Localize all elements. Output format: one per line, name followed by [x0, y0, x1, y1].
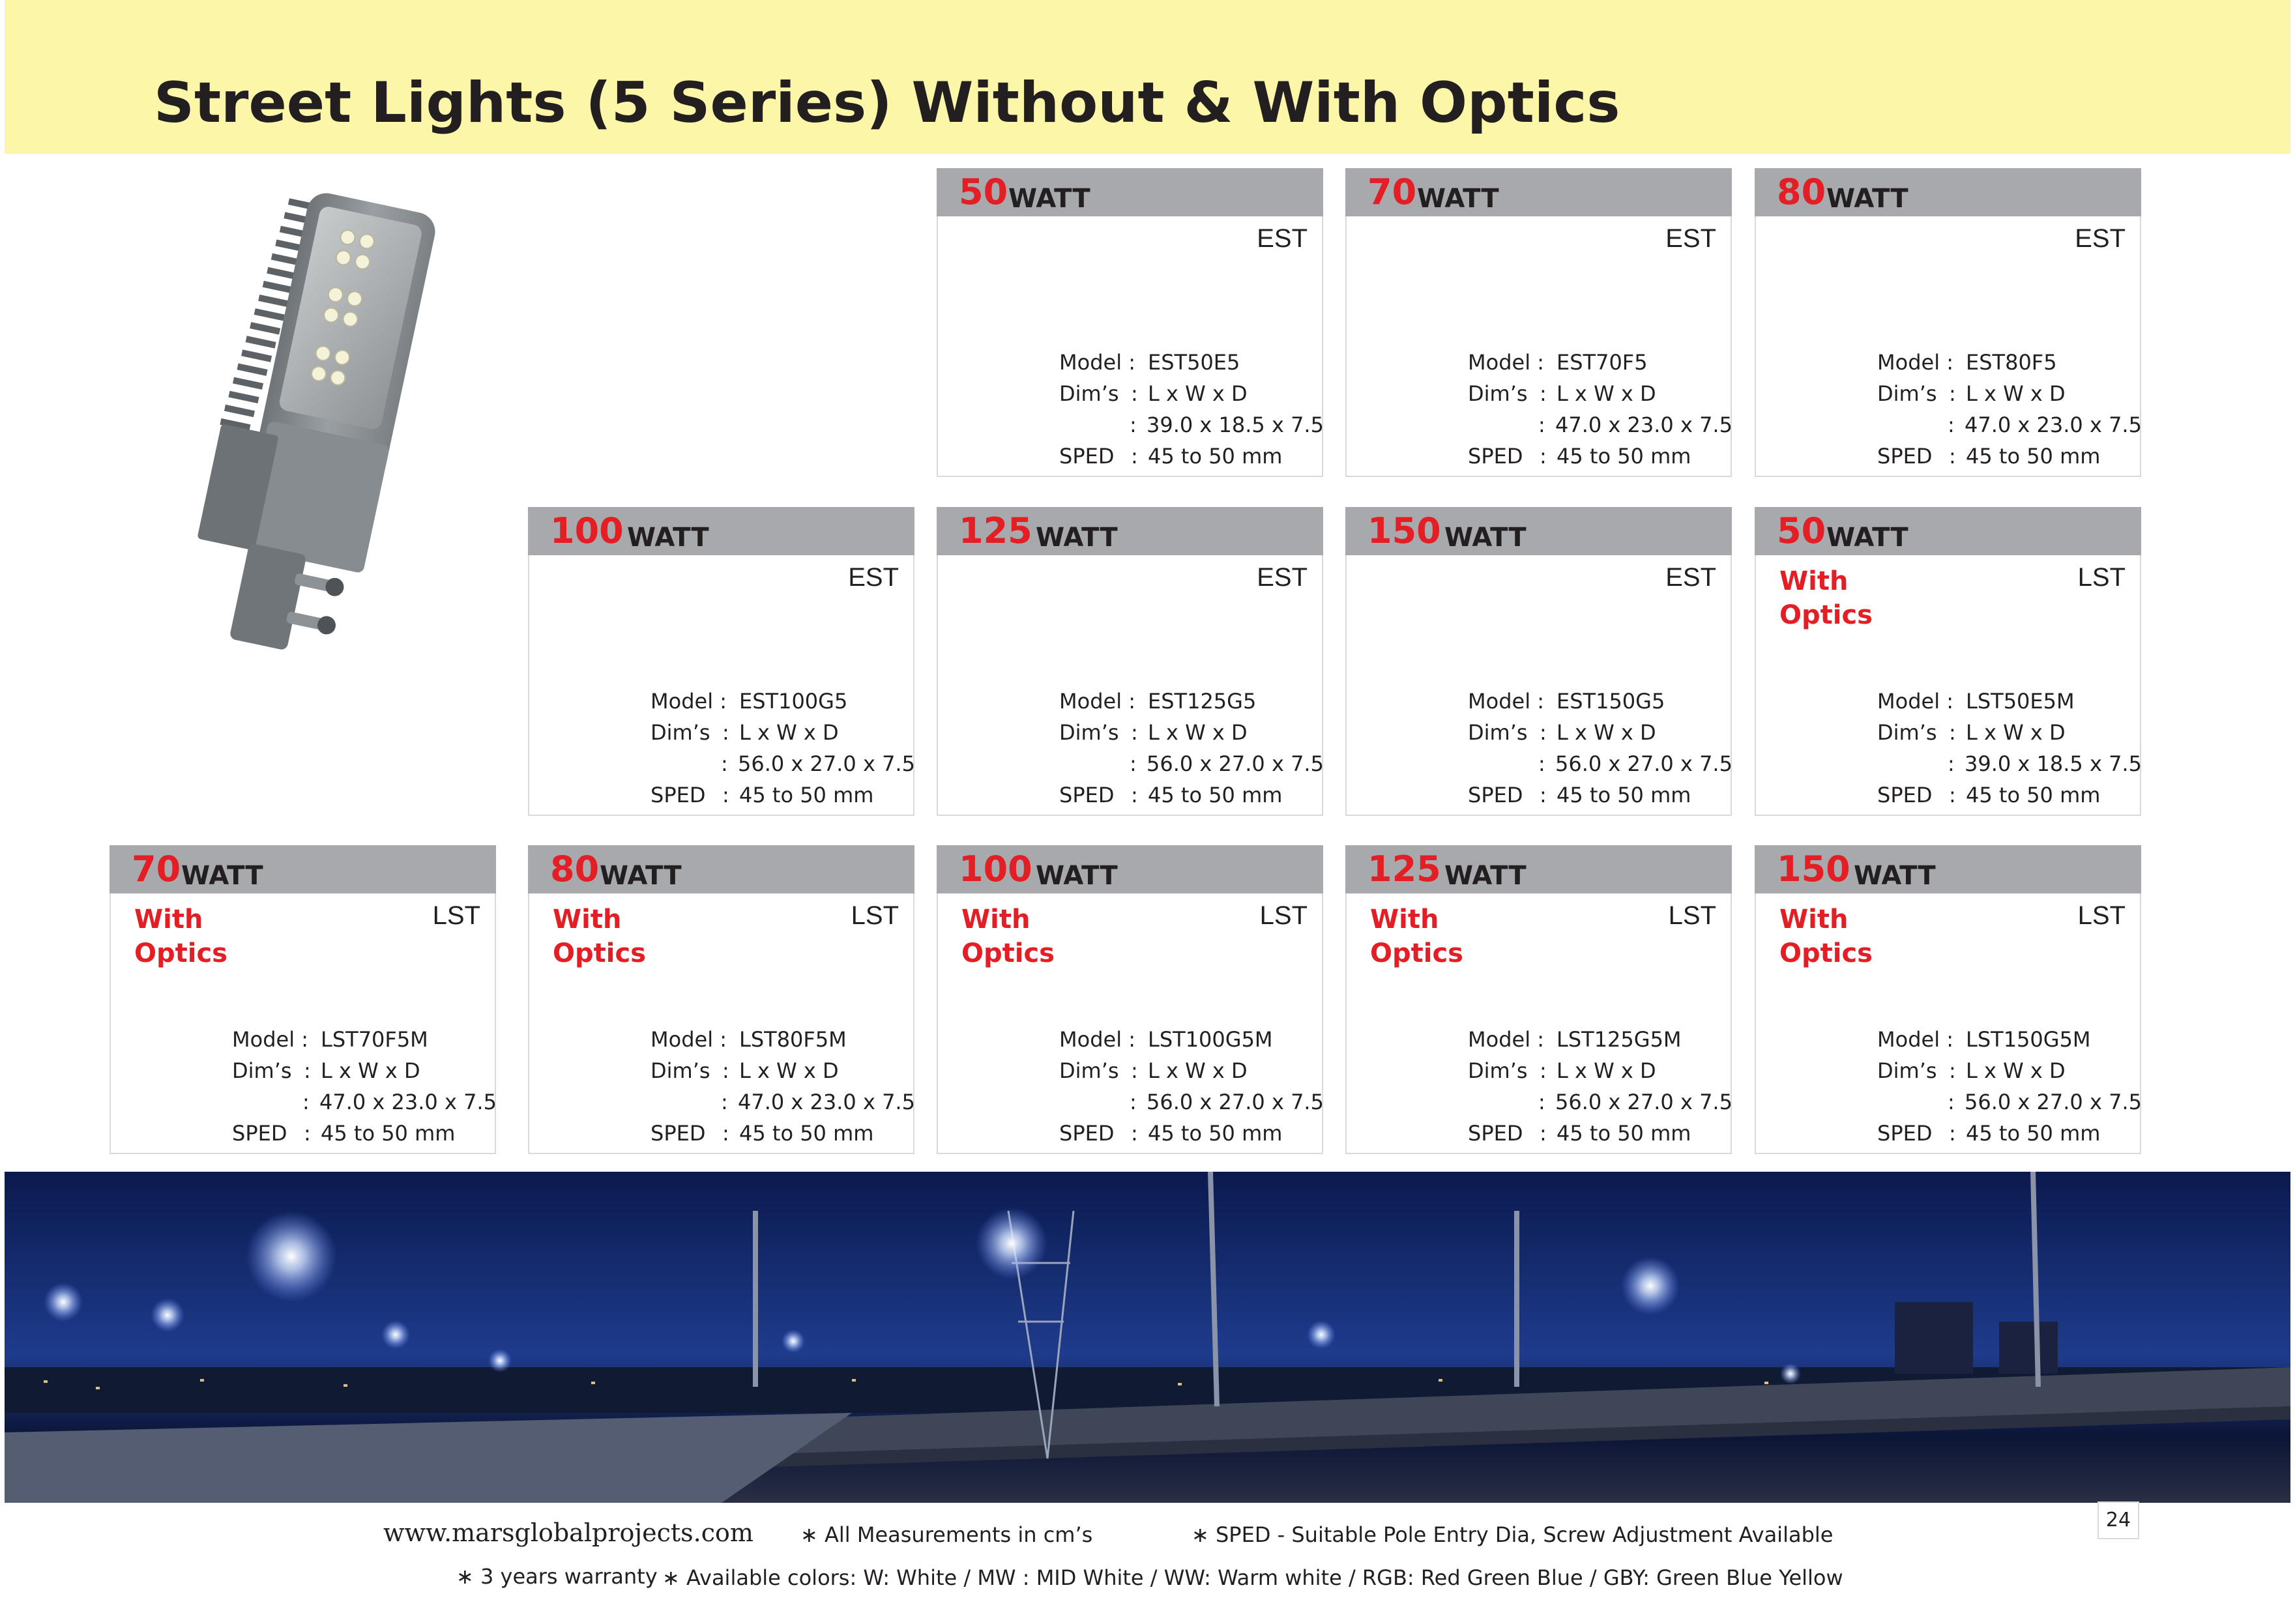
- spec-label-dims: Dim’s: [1468, 720, 1528, 745]
- spec-label-sped: SPED: [650, 783, 706, 807]
- spec-label-model: Model :: [232, 1027, 309, 1052]
- card-header: [1755, 845, 2141, 893]
- spec-row-model: [1468, 1024, 1729, 1055]
- card-header: [1345, 845, 1732, 893]
- with-optics-label: [1370, 903, 1463, 970]
- optics-line-2: Optics: [134, 938, 227, 968]
- wattage-unit: WATT: [1036, 523, 1118, 553]
- with-optics-label: [1779, 564, 1873, 632]
- spec-label-model: Model :: [1059, 350, 1136, 375]
- dims-format: L x W x D: [739, 1058, 839, 1083]
- series-code: EST: [1665, 563, 1716, 592]
- spec-label-model: Model :: [1468, 350, 1545, 375]
- dims-format: L x W x D: [1557, 381, 1656, 406]
- dims-format: L x W x D: [1557, 1058, 1656, 1083]
- wattage-unit: WATT: [1444, 523, 1527, 553]
- spec-label-sped: SPED: [1877, 1121, 1933, 1146]
- model-value: EST70F5: [1557, 350, 1648, 375]
- spec-list: [1059, 686, 1324, 811]
- spec-row-dims-value: [232, 1086, 497, 1118]
- spec-row-dims-value: [1468, 748, 1732, 779]
- product-card: [937, 845, 1323, 1154]
- spec-row-dims: [1877, 1055, 2138, 1086]
- sped-value: 45 to 50 mm: [739, 1121, 874, 1146]
- spec-row-model: [650, 1024, 911, 1055]
- spec-list: [1059, 1024, 1324, 1149]
- spec-colon: :: [304, 1058, 311, 1083]
- spec-row-sped: [1059, 441, 1320, 472]
- spec-colon: :: [1949, 720, 1956, 745]
- wattage-unit: WATT: [1036, 861, 1118, 891]
- card-header: [110, 845, 496, 893]
- with-optics-label: [1779, 903, 1873, 970]
- spec-colon: :: [722, 720, 729, 745]
- card-header: [937, 168, 1323, 216]
- dims-value: 56.0 x 27.0 x 7.5: [1147, 751, 1324, 776]
- dims-format: L x W x D: [1966, 720, 2066, 745]
- series-code: EST: [848, 563, 899, 592]
- optics-line-2: Optics: [1779, 600, 1873, 630]
- spec-colon: :: [722, 1058, 729, 1083]
- dims-value: 47.0 x 23.0 x 7.5: [1555, 413, 1732, 437]
- wattage-value: 80: [1777, 171, 1826, 212]
- spec-row-dims-value: [1877, 409, 2142, 441]
- spec-colon: :: [722, 1121, 729, 1146]
- wattage-value: 50: [959, 171, 1008, 212]
- optics-line-1: With: [1779, 566, 1849, 596]
- spec-row-dims: [1877, 378, 2138, 409]
- wattage-value: 125: [959, 510, 1032, 551]
- card-header: [1755, 168, 2141, 216]
- product-card: [528, 507, 914, 816]
- spec-label-sped: SPED: [1468, 783, 1523, 807]
- spec-row-model: [1468, 347, 1729, 378]
- warranty-note: ∗ 3 years warranty: [456, 1564, 658, 1589]
- spec-row-dims: [1468, 378, 1729, 409]
- website-url[interactable]: www.marsglobalprojects.com: [383, 1518, 753, 1547]
- page-number: 24: [2098, 1501, 2139, 1539]
- spec-row-dims-value: [650, 1086, 915, 1118]
- spec-row-dims: [1059, 378, 1320, 409]
- dims-value: 56.0 x 27.0 x 7.5: [1147, 1090, 1324, 1114]
- optics-line-1: With: [134, 905, 203, 935]
- spec-colon: :: [722, 783, 729, 807]
- dims-format: L x W x D: [739, 720, 839, 745]
- spec-label-dims: Dim’s: [232, 1058, 292, 1083]
- sped-value: 45 to 50 mm: [1148, 444, 1283, 469]
- model-value: EST80F5: [1966, 350, 2057, 375]
- spec-row-dims: [1468, 1055, 1729, 1086]
- with-optics-label: [553, 903, 646, 970]
- spec-label-dims: Dim’s: [1059, 1058, 1119, 1083]
- colors-note: ∗ Available colors: W: White / MW : MID White / WW: Warm white / RGB: Red Green Blue / GBY: Green Blue Yellow: [662, 1565, 1843, 1590]
- series-code: LST: [851, 901, 899, 930]
- model-value: EST50E5: [1148, 350, 1240, 375]
- spec-colon: :: [1540, 720, 1547, 745]
- product-card: [937, 168, 1323, 477]
- spec-colon: :: [304, 1121, 311, 1146]
- spec-row-sped: [1468, 1118, 1729, 1149]
- spec-label-sped: SPED: [1059, 783, 1115, 807]
- spec-colon: :: [721, 1090, 728, 1114]
- model-value: EST150G5: [1557, 689, 1665, 714]
- spec-colon: :: [1949, 444, 1956, 469]
- spec-label-sped: SPED: [1468, 1121, 1523, 1146]
- with-optics-label: [961, 903, 1055, 970]
- spec-colon: :: [1948, 1090, 1955, 1114]
- spec-list: [1468, 1024, 1732, 1149]
- spec-row-model: [1877, 1024, 2138, 1055]
- product-card: [1755, 507, 2141, 816]
- series-code: LST: [432, 901, 480, 930]
- spec-colon: :: [1131, 1058, 1138, 1083]
- wattage-value: 125: [1367, 848, 1441, 890]
- spec-row-sped: [1059, 779, 1320, 811]
- spec-row-sped: [232, 1118, 493, 1149]
- card-header: [937, 507, 1323, 555]
- wattage-value: 70: [1367, 171, 1417, 212]
- product-card: [1755, 845, 2141, 1154]
- spec-colon: :: [1540, 1058, 1547, 1083]
- wattage-unit: WATT: [1417, 184, 1499, 214]
- spec-label-model: Model :: [1877, 1027, 1954, 1052]
- card-header: [1345, 168, 1732, 216]
- wattage-value: 100: [959, 848, 1032, 890]
- product-card: [1345, 168, 1732, 477]
- spec-list: [650, 1024, 915, 1149]
- spec-colon: :: [1540, 381, 1547, 406]
- wattage-unit: WATT: [1854, 861, 1936, 891]
- spec-row-model: [232, 1024, 493, 1055]
- sped-value: 45 to 50 mm: [1557, 783, 1691, 807]
- dims-value: 39.0 x 18.5 x 7.5: [1147, 413, 1324, 437]
- spec-label-sped: SPED: [650, 1121, 706, 1146]
- spec-label-dims: Dim’s: [1059, 720, 1119, 745]
- wattage-value: 150: [1777, 848, 1850, 890]
- series-code: EST: [2075, 224, 2126, 253]
- sped-value: 45 to 50 mm: [1966, 783, 2101, 807]
- product-card: [1755, 168, 2141, 477]
- model-value: EST100G5: [739, 689, 848, 714]
- spec-label-model: Model :: [650, 1027, 727, 1052]
- dims-format: L x W x D: [1557, 720, 1656, 745]
- wattage-unit: WATT: [600, 861, 682, 891]
- card-header: [528, 845, 914, 893]
- spec-list: [650, 686, 915, 811]
- sped-value: 45 to 50 mm: [1148, 783, 1283, 807]
- dims-format: L x W x D: [1966, 1058, 2066, 1083]
- spec-label-sped: SPED: [1877, 444, 1933, 469]
- series-code: LST: [2077, 563, 2126, 592]
- spec-colon: :: [302, 1090, 310, 1114]
- card-header: [1755, 507, 2141, 555]
- spec-colon: :: [1131, 783, 1138, 807]
- optics-line-2: Optics: [1779, 938, 1873, 968]
- spec-row-model: [1877, 686, 2138, 717]
- dims-value: 56.0 x 27.0 x 7.5: [1555, 1090, 1732, 1114]
- spec-row-dims: [1468, 717, 1729, 748]
- spec-colon: :: [1948, 413, 1955, 437]
- street-light-product-image: [196, 188, 482, 683]
- spec-row-sped: [1877, 779, 2138, 811]
- dims-format: L x W x D: [1966, 381, 2066, 406]
- spec-label-sped: SPED: [1468, 444, 1523, 469]
- spec-row-sped: [1468, 779, 1729, 811]
- optics-line-1: With: [961, 905, 1031, 935]
- spec-list: [1468, 686, 1732, 811]
- spec-label-sped: SPED: [232, 1121, 287, 1146]
- product-card: [1345, 507, 1732, 816]
- sped-value: 45 to 50 mm: [321, 1121, 456, 1146]
- sped-value: 45 to 50 mm: [1966, 444, 2101, 469]
- spec-colon: :: [1538, 413, 1545, 437]
- model-value: EST125G5: [1148, 689, 1257, 714]
- spec-list: [232, 1024, 497, 1149]
- model-value: LST50E5M: [1966, 689, 2075, 714]
- wattage-value: 150: [1367, 510, 1441, 551]
- spec-row-dims-value: [1877, 1086, 2142, 1118]
- product-card: [1345, 845, 1732, 1154]
- spec-row-sped: [1468, 441, 1729, 472]
- spec-row-model: [1468, 686, 1729, 717]
- dims-format: L x W x D: [1148, 381, 1248, 406]
- spec-colon: :: [1540, 1121, 1547, 1146]
- dims-format: L x W x D: [1148, 720, 1248, 745]
- spec-label-dims: Dim’s: [1877, 720, 1937, 745]
- spec-label-dims: Dim’s: [1059, 381, 1119, 406]
- wattage-value: 70: [132, 848, 181, 890]
- spec-colon: :: [1948, 751, 1955, 776]
- dims-value: 47.0 x 23.0 x 7.5: [738, 1090, 915, 1114]
- optics-line-1: With: [553, 905, 622, 935]
- dims-format: L x W x D: [1148, 1058, 1248, 1083]
- spec-colon: :: [1130, 1090, 1137, 1114]
- spec-row-sped: [1877, 441, 2138, 472]
- spec-row-model: [1059, 1024, 1320, 1055]
- spec-list: [1468, 347, 1732, 472]
- sped-value: 45 to 50 mm: [1557, 1121, 1691, 1146]
- product-card: [937, 507, 1323, 816]
- page-title: Street Lights (5 Series) Without & With Optics: [154, 70, 1620, 136]
- spec-row-dims: [1877, 717, 2138, 748]
- spec-row-dims: [1059, 717, 1320, 748]
- spec-label-model: Model :: [1468, 1027, 1545, 1052]
- series-code: EST: [1665, 224, 1716, 253]
- optics-line-2: Optics: [553, 938, 646, 968]
- spec-colon: :: [1949, 1121, 1956, 1146]
- sped-value: 45 to 50 mm: [1148, 1121, 1283, 1146]
- series-code: LST: [1668, 901, 1716, 930]
- spec-label-model: Model :: [1059, 1027, 1136, 1052]
- product-card: [528, 845, 914, 1154]
- spec-colon: :: [1131, 381, 1138, 406]
- spec-row-dims: [650, 1055, 911, 1086]
- sped-value: 45 to 50 mm: [739, 783, 874, 807]
- spec-list: [1059, 347, 1324, 472]
- sped-value: 45 to 50 mm: [1966, 1121, 2101, 1146]
- spec-label-dims: Dim’s: [650, 1058, 710, 1083]
- wattage-unit: WATT: [181, 861, 263, 891]
- spec-label-model: Model :: [1059, 689, 1136, 714]
- spec-colon: :: [1131, 720, 1138, 745]
- spec-colon: :: [1130, 751, 1137, 776]
- street-night-banner-image: [5, 1172, 2290, 1503]
- spec-list: [1877, 1024, 2142, 1149]
- spec-colon: :: [721, 751, 728, 776]
- spec-colon: :: [1131, 1121, 1138, 1146]
- wattage-unit: WATT: [1444, 861, 1527, 891]
- series-code: LST: [1259, 901, 1308, 930]
- spec-colon: :: [1131, 444, 1138, 469]
- dims-value: 47.0 x 23.0 x 7.5: [319, 1090, 497, 1114]
- spec-row-model: [1877, 347, 2138, 378]
- spec-label-model: Model :: [1877, 689, 1954, 714]
- product-card: [110, 845, 496, 1154]
- spec-row-dims-value: [1059, 748, 1324, 779]
- card-header: [528, 507, 914, 555]
- spec-label-dims: Dim’s: [1877, 1058, 1937, 1083]
- wattage-unit: WATT: [1826, 184, 1908, 214]
- spec-label-model: Model :: [1877, 350, 1954, 375]
- spec-row-model: [1059, 347, 1320, 378]
- dims-format: L x W x D: [321, 1058, 420, 1083]
- wattage-value: 80: [550, 848, 600, 890]
- dims-value: 39.0 x 18.5 x 7.5: [1965, 751, 2142, 776]
- series-code: EST: [1257, 224, 1308, 253]
- series-code: EST: [1257, 563, 1308, 592]
- spec-label-sped: SPED: [1059, 1121, 1115, 1146]
- spec-row-dims-value: [1059, 409, 1324, 441]
- spec-row-sped: [650, 779, 911, 811]
- spec-list: [1877, 686, 2142, 811]
- wattage-unit: WATT: [627, 523, 709, 553]
- model-value: LST100G5M: [1148, 1027, 1273, 1052]
- spec-colon: :: [1538, 1090, 1545, 1114]
- spec-row-sped: [1877, 1118, 2138, 1149]
- dims-value: 47.0 x 23.0 x 7.5: [1965, 413, 2142, 437]
- optics-line-2: Optics: [961, 938, 1055, 968]
- spec-colon: :: [1949, 381, 1956, 406]
- spec-colon: :: [1538, 751, 1545, 776]
- dims-value: 56.0 x 27.0 x 7.5: [1965, 1090, 2142, 1114]
- sped-note: ∗ SPED - Suitable Pole Entry Dia, Screw Adjustment Available: [1191, 1522, 1834, 1547]
- sped-value: 45 to 50 mm: [1557, 444, 1691, 469]
- spec-row-sped: [1059, 1118, 1320, 1149]
- spec-row-dims-value: [1877, 748, 2142, 779]
- model-value: LST70F5M: [321, 1027, 428, 1052]
- model-value: LST80F5M: [739, 1027, 847, 1052]
- spec-row-dims-value: [1468, 409, 1732, 441]
- spec-row-dims-value: [650, 748, 915, 779]
- spec-label-dims: Dim’s: [1468, 381, 1528, 406]
- spec-list: [1877, 347, 2142, 472]
- spec-label-dims: Dim’s: [650, 720, 710, 745]
- wattage-unit: WATT: [1826, 523, 1908, 553]
- optics-line-2: Optics: [1370, 938, 1463, 968]
- wattage-value: 50: [1777, 510, 1826, 551]
- spec-colon: :: [1540, 444, 1547, 469]
- spec-colon: :: [1949, 783, 1956, 807]
- spec-colon: :: [1130, 413, 1137, 437]
- card-header: [937, 845, 1323, 893]
- spec-colon: :: [1949, 1058, 1956, 1083]
- spec-row-sped: [650, 1118, 911, 1149]
- card-header: [1345, 507, 1732, 555]
- spec-label-dims: Dim’s: [1877, 381, 1937, 406]
- spec-label-model: Model :: [1468, 689, 1545, 714]
- measurements-note: ∗ All Measurements in cm’s: [800, 1522, 1093, 1547]
- spec-row-dims-value: [1059, 1086, 1324, 1118]
- spec-label-dims: Dim’s: [1468, 1058, 1528, 1083]
- wattage-unit: WATT: [1008, 184, 1090, 214]
- optics-line-1: With: [1779, 905, 1849, 935]
- series-code: LST: [2077, 901, 2126, 930]
- model-value: LST150G5M: [1966, 1027, 2091, 1052]
- dims-value: 56.0 x 27.0 x 7.5: [738, 751, 915, 776]
- spec-row-dims: [1059, 1055, 1320, 1086]
- spec-row-model: [1059, 686, 1320, 717]
- spec-row-model: [650, 686, 911, 717]
- spec-row-dims-value: [1468, 1086, 1732, 1118]
- spec-label-model: Model :: [650, 689, 727, 714]
- spec-row-dims: [232, 1055, 493, 1086]
- wattage-value: 100: [550, 510, 624, 551]
- model-value: LST125G5M: [1557, 1027, 1682, 1052]
- spec-label-sped: SPED: [1059, 444, 1115, 469]
- dims-value: 56.0 x 27.0 x 7.5: [1555, 751, 1732, 776]
- spec-label-sped: SPED: [1877, 783, 1933, 807]
- with-optics-label: [134, 903, 227, 970]
- spec-row-dims: [650, 717, 911, 748]
- spec-colon: :: [1540, 783, 1547, 807]
- optics-line-1: With: [1370, 905, 1439, 935]
